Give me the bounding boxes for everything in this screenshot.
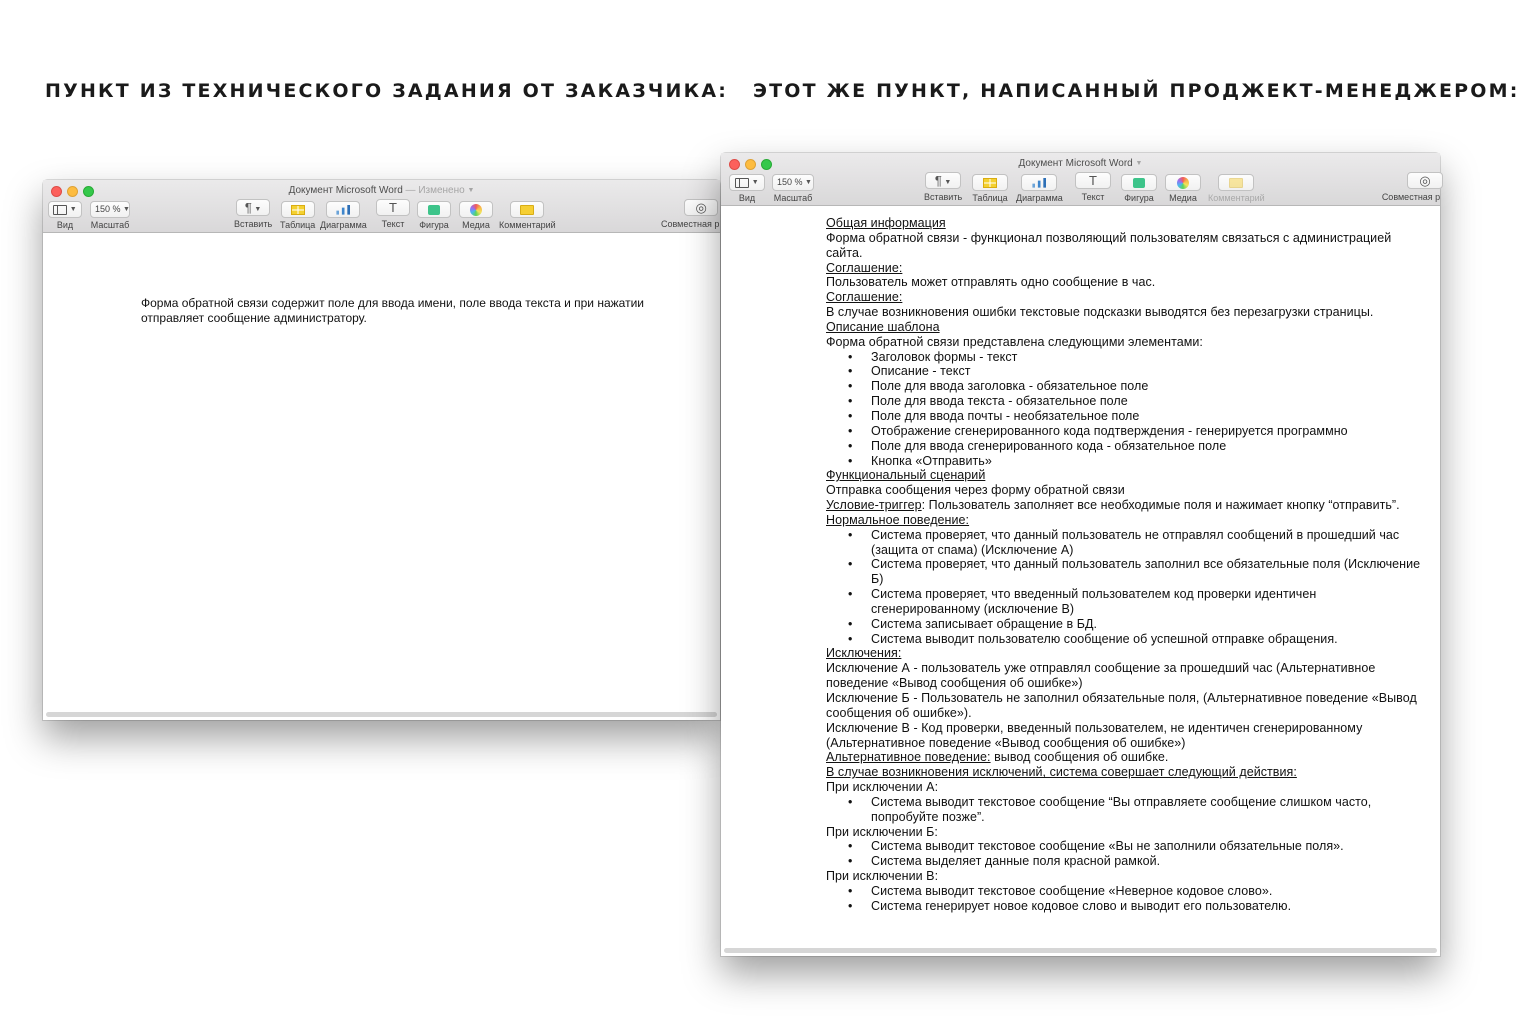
paragraph: Форма обратной связи - функционал позволяющий пользователям связаться с администрацией сайта.	[826, 230, 1392, 260]
comment-icon	[1229, 178, 1243, 188]
chevron-down-icon: ▼	[805, 179, 812, 187]
list-item: • Описание - текст	[826, 364, 1426, 379]
insert-label: Вставить	[234, 219, 273, 229]
share-label: Совместная р	[661, 219, 720, 229]
trigger-paragraph	[826, 498, 1426, 513]
chart-tool[interactable]	[320, 199, 367, 230]
insert-tool[interactable]	[234, 199, 272, 229]
normal-behavior-list	[826, 528, 1426, 647]
exception-b-actions-list	[826, 839, 1426, 869]
chart-icon	[336, 205, 350, 215]
comment-icon	[520, 205, 534, 215]
zoom-tool[interactable]	[90, 199, 130, 230]
list-item: • Поле для ввода текста - обязательное поле	[826, 394, 1426, 409]
chevron-down-icon: ▼	[1135, 160, 1143, 167]
comment-label: Комментарий	[499, 220, 556, 230]
document-text: Форма обратной связи содержит поле для ввода имени, поле ввода текста и при нажатии отправляет сообщение администратору.	[141, 296, 644, 325]
chevron-down-icon: ▼	[944, 179, 952, 187]
text-icon: T	[1089, 173, 1097, 188]
table-label: Таблица	[280, 220, 316, 230]
layout-icon	[735, 178, 749, 188]
shape-label: Фигура	[419, 220, 449, 230]
media-icon	[1177, 177, 1189, 189]
list-item: • Система проверяет, что данный пользователь не отправлял сообщений в прошедший час (защита от спама) (Исключение А)	[826, 528, 1426, 558]
toolbar	[721, 153, 1440, 206]
comment-tool[interactable]	[499, 199, 556, 230]
table-icon	[983, 178, 997, 188]
media-label: Медиа	[462, 220, 490, 230]
table-label: Таблица	[972, 193, 1008, 203]
paragraph: Исключение Б - Пользователь не заполнил обязательные поля, (Альтернативное поведение «Вывод сообщения об ошибке»).	[826, 691, 1417, 720]
window-title-text: Документ Microsoft Word	[288, 185, 403, 197]
list-item: • Система выводит текстовое сообщение “Вы отправляете сообщение слишком часто, попробуйте позже”.	[826, 795, 1426, 825]
paragraph: При исключении В:	[826, 869, 939, 884]
view-tool[interactable]	[729, 172, 765, 203]
heading-customer-spec: ПУНКТ ИЗ ТЕХНИЧЕСКОГО ЗАДАНИЯ ОТ ЗАКАЗЧИКА:	[45, 80, 729, 102]
toolbar	[43, 180, 720, 233]
view-tool[interactable]	[48, 199, 82, 230]
text-icon: T	[389, 200, 397, 215]
paragraph: При исключении А:	[826, 780, 939, 795]
chevron-down-icon: ▼	[254, 206, 262, 214]
list-item: • Кнопка «Отправить»	[826, 454, 1426, 469]
share-tool[interactable]	[661, 199, 719, 229]
zoom-label: Масштаб	[773, 193, 813, 203]
media-label: Медиа	[1169, 193, 1197, 203]
section-heading: Нормальное поведение:	[826, 512, 970, 527]
list-item: • Система проверяет, что введенный пользователем код проверки идентичен сгенерированному (исключение В)	[826, 587, 1426, 617]
list-item: • Система выделяет данные поля красной рамкой.	[826, 854, 1426, 869]
share-label: Совместная р	[1381, 192, 1441, 202]
paragraph: Форма обратной связи представлена следующими элементами:	[826, 334, 1203, 349]
paragraph-icon: ¶	[934, 173, 942, 188]
section-heading: Описание шаблона	[826, 319, 940, 334]
word-window-pm	[721, 153, 1440, 956]
text-label: Текст	[1081, 192, 1105, 202]
table-tool[interactable]	[280, 199, 315, 230]
section-heading: В случае возникновения исключений, система совершает следующий действия:	[826, 765, 1297, 780]
comment-tool	[1208, 172, 1265, 203]
table-icon	[291, 205, 305, 215]
section-heading: Соглашение:	[826, 290, 903, 305]
document-area[interactable]	[721, 206, 1440, 956]
insert-label: Вставить	[924, 192, 963, 202]
insert-tool[interactable]	[924, 172, 962, 202]
shape-tool[interactable]	[1121, 172, 1157, 203]
horizontal-scrollbar[interactable]	[724, 948, 1437, 953]
chart-label: Диаграмма	[1016, 193, 1063, 203]
text-label: Текст	[381, 219, 405, 229]
paragraph: Отправка сообщения через форму обратной связи	[826, 483, 1125, 498]
paragraph-icon: ¶	[244, 200, 252, 215]
section-heading: Функциональный сценарий	[826, 468, 986, 483]
collaborate-icon: ◎	[1419, 173, 1431, 188]
chevron-down-icon: ▼	[751, 179, 759, 187]
zoom-label: Масштаб	[90, 220, 130, 230]
view-label: Вид	[738, 193, 756, 203]
chart-tool[interactable]	[1016, 172, 1063, 203]
template-elements-list	[826, 350, 1426, 469]
alt-text: вывод сообщения об ошибке.	[990, 750, 1169, 765]
window-title	[721, 156, 1440, 171]
list-item: • Поле для ввода почты - необязательное поле	[826, 409, 1426, 424]
shape-label: Фигура	[1124, 193, 1154, 203]
list-item: • Заголовок формы - текст	[826, 350, 1426, 365]
heading-pm-spec: ЭТОТ ЖЕ ПУНКТ, НАПИСАННЫЙ ПРОДЖЕКТ-МЕНЕДЖЕРОМ:	[753, 80, 1520, 102]
text-tool[interactable]	[1075, 172, 1111, 202]
media-icon	[470, 204, 482, 216]
chart-label: Диаграмма	[320, 220, 367, 230]
list-item: • Поле для ввода заголовка - обязательное поле	[826, 379, 1426, 394]
list-item: • Система выводит пользователю сообщение об успешной отправке обращения.	[826, 632, 1426, 647]
paragraph: Исключение А - пользователь уже отправлял сообщение за прошедший час (Альтернативное поведение «Вывод сообщения об ошибке»)	[826, 661, 1376, 691]
alt-label: Альтернативное поведение:	[826, 750, 991, 765]
window-title	[43, 183, 720, 198]
horizontal-scrollbar[interactable]	[46, 712, 717, 717]
chevron-down-icon: ▼	[467, 187, 475, 194]
trigger-label: Условие-триггер	[826, 498, 922, 513]
chevron-down-icon: ▼	[123, 206, 130, 214]
exception-a-actions-list	[826, 795, 1426, 825]
paragraph: В случае возникновения ошибки текстовые подсказки выводятся без перезагрузки страницы.	[826, 305, 1374, 320]
trigger-text: : Пользователь заполняет все необходимые поля и нажимает кнопку “отправить”.	[921, 498, 1400, 513]
comment-label: Комментарий	[1208, 193, 1265, 203]
section-heading: Исключения:	[826, 646, 902, 661]
zoom-value: 150 %	[95, 204, 121, 214]
share-tool[interactable]	[1379, 172, 1443, 202]
list-item: • Система генерирует новое кодовое слово и выводит его пользователю.	[826, 899, 1426, 914]
zoom-value: 150 %	[777, 177, 803, 187]
list-item: • Система записывает обращение в БД.	[826, 617, 1426, 632]
collaborate-icon: ◎	[695, 200, 707, 215]
paragraph: Исключение В - Код проверки, введенный пользователем, не идентичен сгенерированному (Альтернативное поведение «Вывод сообщения об ошибке»)	[826, 720, 1363, 750]
list-item: • Система выводит текстовое сообщение «Вы не заполнили обязательные поля».	[826, 839, 1426, 854]
shape-icon	[428, 205, 440, 215]
shape-icon	[1133, 178, 1145, 188]
exception-c-actions-list	[826, 884, 1426, 914]
paragraph: Пользователь может отправлять одно сообщение в час.	[826, 275, 1156, 290]
list-item: • Отображение сгенерированного кода подтверждения - генерируется программно	[826, 424, 1426, 439]
window-title-modified: — Изменено	[405, 185, 465, 197]
document-text	[826, 216, 1426, 914]
alt-paragraph	[826, 750, 1426, 765]
layout-icon	[53, 205, 67, 215]
zoom-tool[interactable]	[772, 172, 814, 203]
window-title-text: Документ Microsoft Word	[1018, 158, 1133, 170]
paragraph: При исключении Б:	[826, 824, 938, 839]
text-tool[interactable]	[376, 199, 410, 229]
list-item: • Система проверяет, что данный пользователь заполнил все обязательные поля (Исключение Б)	[826, 557, 1426, 587]
section-heading: Соглашение:	[826, 260, 903, 275]
media-tool[interactable]	[459, 199, 493, 230]
table-tool[interactable]	[972, 172, 1008, 203]
list-item: • Поле для ввода сгенерированного кода - обязательное поле	[826, 439, 1426, 454]
view-label: Вид	[56, 220, 74, 230]
document-area[interactable]	[43, 233, 720, 720]
section-heading: Общая информация	[826, 216, 946, 230]
chevron-down-icon: ▼	[69, 206, 77, 214]
list-item: • Система выводит текстовое сообщение «Неверное кодовое слово».	[826, 884, 1426, 899]
media-tool[interactable]	[1165, 172, 1201, 203]
word-window-customer	[43, 180, 720, 720]
chart-icon	[1032, 178, 1046, 188]
shape-tool[interactable]	[417, 199, 451, 230]
